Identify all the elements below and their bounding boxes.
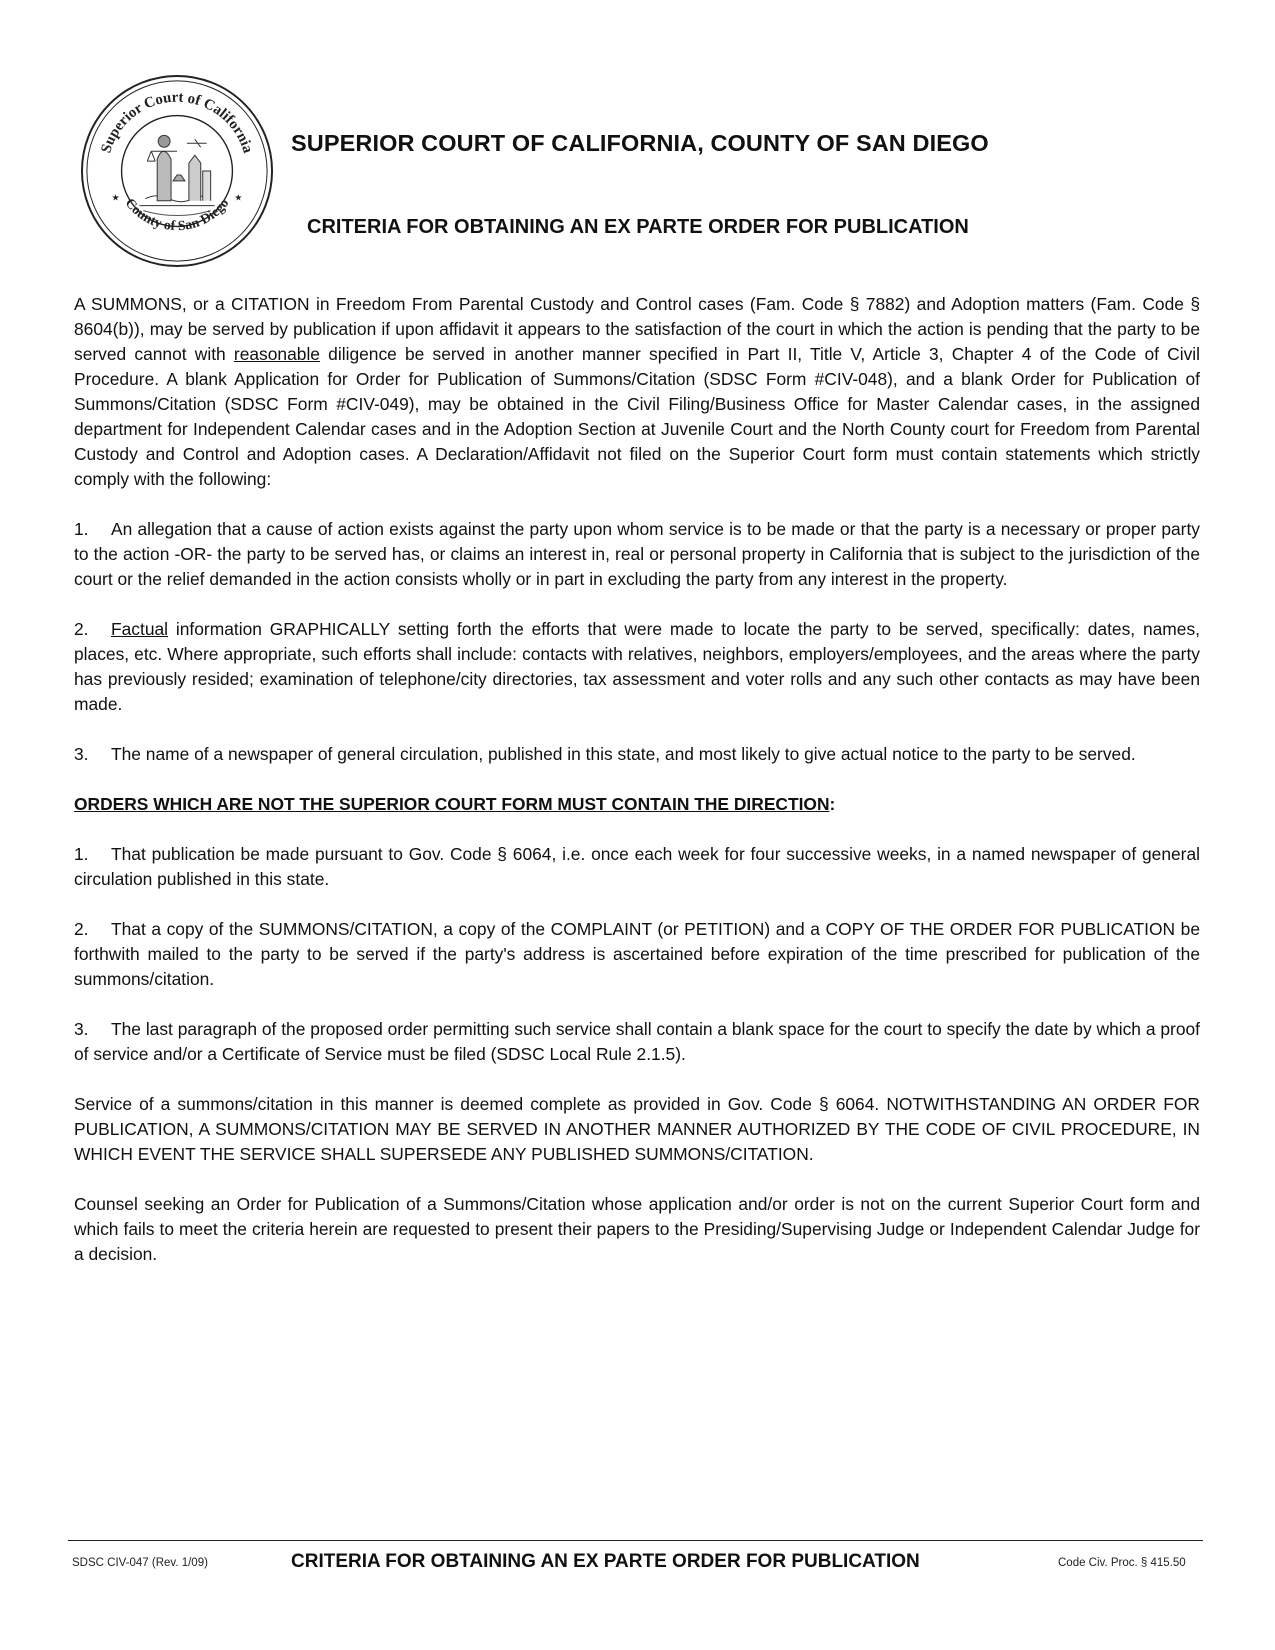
footer-form-id: SDSC CIV-047 (Rev. 1/09) xyxy=(72,1557,208,1569)
counsel-note-paragraph: Counsel seeking an Order for Publication of a Summons/Citation whose application and/or order is not on the current Superior Court form and which fails to meet the criteria herein are requested to present their papers to the Presiding/Supervising Judge or Independent Calendar Judge for a decision. xyxy=(74,1194,1200,1264)
criteria-item-number: 1. xyxy=(74,519,89,539)
criteria-item-text: An allegation that a cause of action exists against the party upon whom service is to be made or that the party is a necessary or proper party to the action -OR- the party to be served has, or claims an interest in, real or personal property in California that is subject to the jurisdiction of the court or the relief demanded in the action consists wholly or in part in excluding the party from any interest in the property. xyxy=(74,519,1200,589)
document-title: CRITERIA FOR OBTAINING AN EX PARTE ORDER FOR PUBLICATION xyxy=(307,216,969,238)
orders-heading-text: ORDERS WHICH ARE NOT THE SUPERIOR COURT FORM MUST CONTAIN THE DIRECTION xyxy=(74,794,830,814)
court-title: SUPERIOR COURT OF CALIFORNIA, COUNTY OF SAN DIEGO xyxy=(291,130,989,156)
criteria-item-number: 3. xyxy=(74,744,89,764)
svg-text:★: ★ xyxy=(234,192,243,203)
criteria-item-number: 2. xyxy=(74,619,89,639)
order-item-1 xyxy=(74,842,1200,892)
criteria-item-text: The name of a newspaper of general circulation, published in this state, and most likely to give actual notice to the party to be served. xyxy=(111,744,1136,764)
order-item-number: 2. xyxy=(74,919,89,939)
svg-text:★: ★ xyxy=(111,192,120,203)
seal-bottom-text: County of San Diego xyxy=(122,195,232,234)
court-seal xyxy=(78,72,276,270)
order-item-text: That a copy of the SUMMONS/CITATION, a copy of the COMPLAINT (or PETITION) and a COPY OF THE ORDER FOR PUBLICATION be forthwith mailed to the party to be served if the party's address is ascertained before expiration of the time prescribed for publication of the summons/citation. xyxy=(74,919,1200,989)
order-item-number: 1. xyxy=(74,844,89,864)
order-item-number: 3. xyxy=(74,1019,89,1039)
footer-title: CRITERIA FOR OBTAINING AN EX PARTE ORDER FOR PUBLICATION xyxy=(291,1551,920,1572)
order-item-text: That publication be made pursuant to Gov. Code § 6064, i.e. once each week for four successive weeks, in a named newspaper of general circulation published in this state. xyxy=(74,844,1200,889)
service-note-paragraph: Service of a summons/citation in this manner is deemed complete as provided in Gov. Code § 6064. NOTWITHSTANDING AN ORDER FOR PUBLICATION, A SUMMONS/CITATION MAY BE SERVED IN ANOTHER MANNER AUTHORIZED BY THE CODE OF CIVIL PROCEDURE, IN WHICH EVENT THE SERVICE SHALL SUPERSEDE ANY PUBLISHED SUMMONS/CITATION. xyxy=(74,1094,1200,1164)
seal-top-text: Superior Court of California xyxy=(98,89,256,156)
court-seal-graphic xyxy=(78,72,276,270)
intro-text-part2: diligence be served in another manner specified in Part II, Title V, Article 3, Chapter 4 of the Code of Civil Procedure. A blank Application for Order for Publication of Summons/Citation (SDSC Form #CIV-048), and a blank Order for Publication of Summons/Citation (SDSC Form #CIV-049), may be obtained in the Civil Filing/Business Office for Master Calendar cases, in the assigned department for Independent Calendar cases and in the Adoption Section at Juvenile Court and the North County court for Freedom from Parental Custody and Control and Adoption cases. A Declaration/Affidavit not filed on the Superior Court form must contain statements which strictly comply with the following: xyxy=(74,344,1200,489)
order-item-2 xyxy=(74,917,1200,992)
criteria-item-2 xyxy=(74,617,1200,717)
intro-underlined-word: reasonable xyxy=(233,344,320,364)
criteria-item-1 xyxy=(74,517,1200,592)
intro-paragraph xyxy=(74,292,1200,492)
order-item-3 xyxy=(74,1017,1200,1067)
criteria-item-3 xyxy=(74,742,1200,767)
footer-code-reference: Code Civ. Proc. § 415.50 xyxy=(1058,1557,1186,1569)
criteria-item-text: information GRAPHICALLY setting forth the efforts that were made to locate the party to be served, specifically: dates, names, places, etc. Where appropriate, such efforts shall include: contacts with relatives, neighbors, employers/employees, and the areas where the party has previously resided; examination of telephone/city directories, tax assessment and voter rolls and any such other contacts as may have been made. xyxy=(74,619,1200,714)
footer-divider xyxy=(68,1540,1203,1541)
document-body xyxy=(74,292,1200,1292)
orders-heading xyxy=(74,792,1200,817)
orders-heading-suffix: : xyxy=(829,794,836,814)
order-item-text: The last paragraph of the proposed order permitting such service shall contain a blank space for the court to specify the date by which a proof of service and/or a Certificate of Service must be filed (SDSC Local Rule 2.1.5). xyxy=(74,1019,1200,1064)
criteria-item-underlined-word: Factual xyxy=(111,619,169,639)
intro-text-part1: A SUMMONS, or a CITATION in Freedom From Parental Custody and Control cases (Fam. Code § 7882) and Adoption matters (Fam. Code § 8604(b)), may be served by publication if upon affidavit it appears to the satisfaction of the court in which the action is pending that the party to be served cannot with xyxy=(74,294,1200,364)
